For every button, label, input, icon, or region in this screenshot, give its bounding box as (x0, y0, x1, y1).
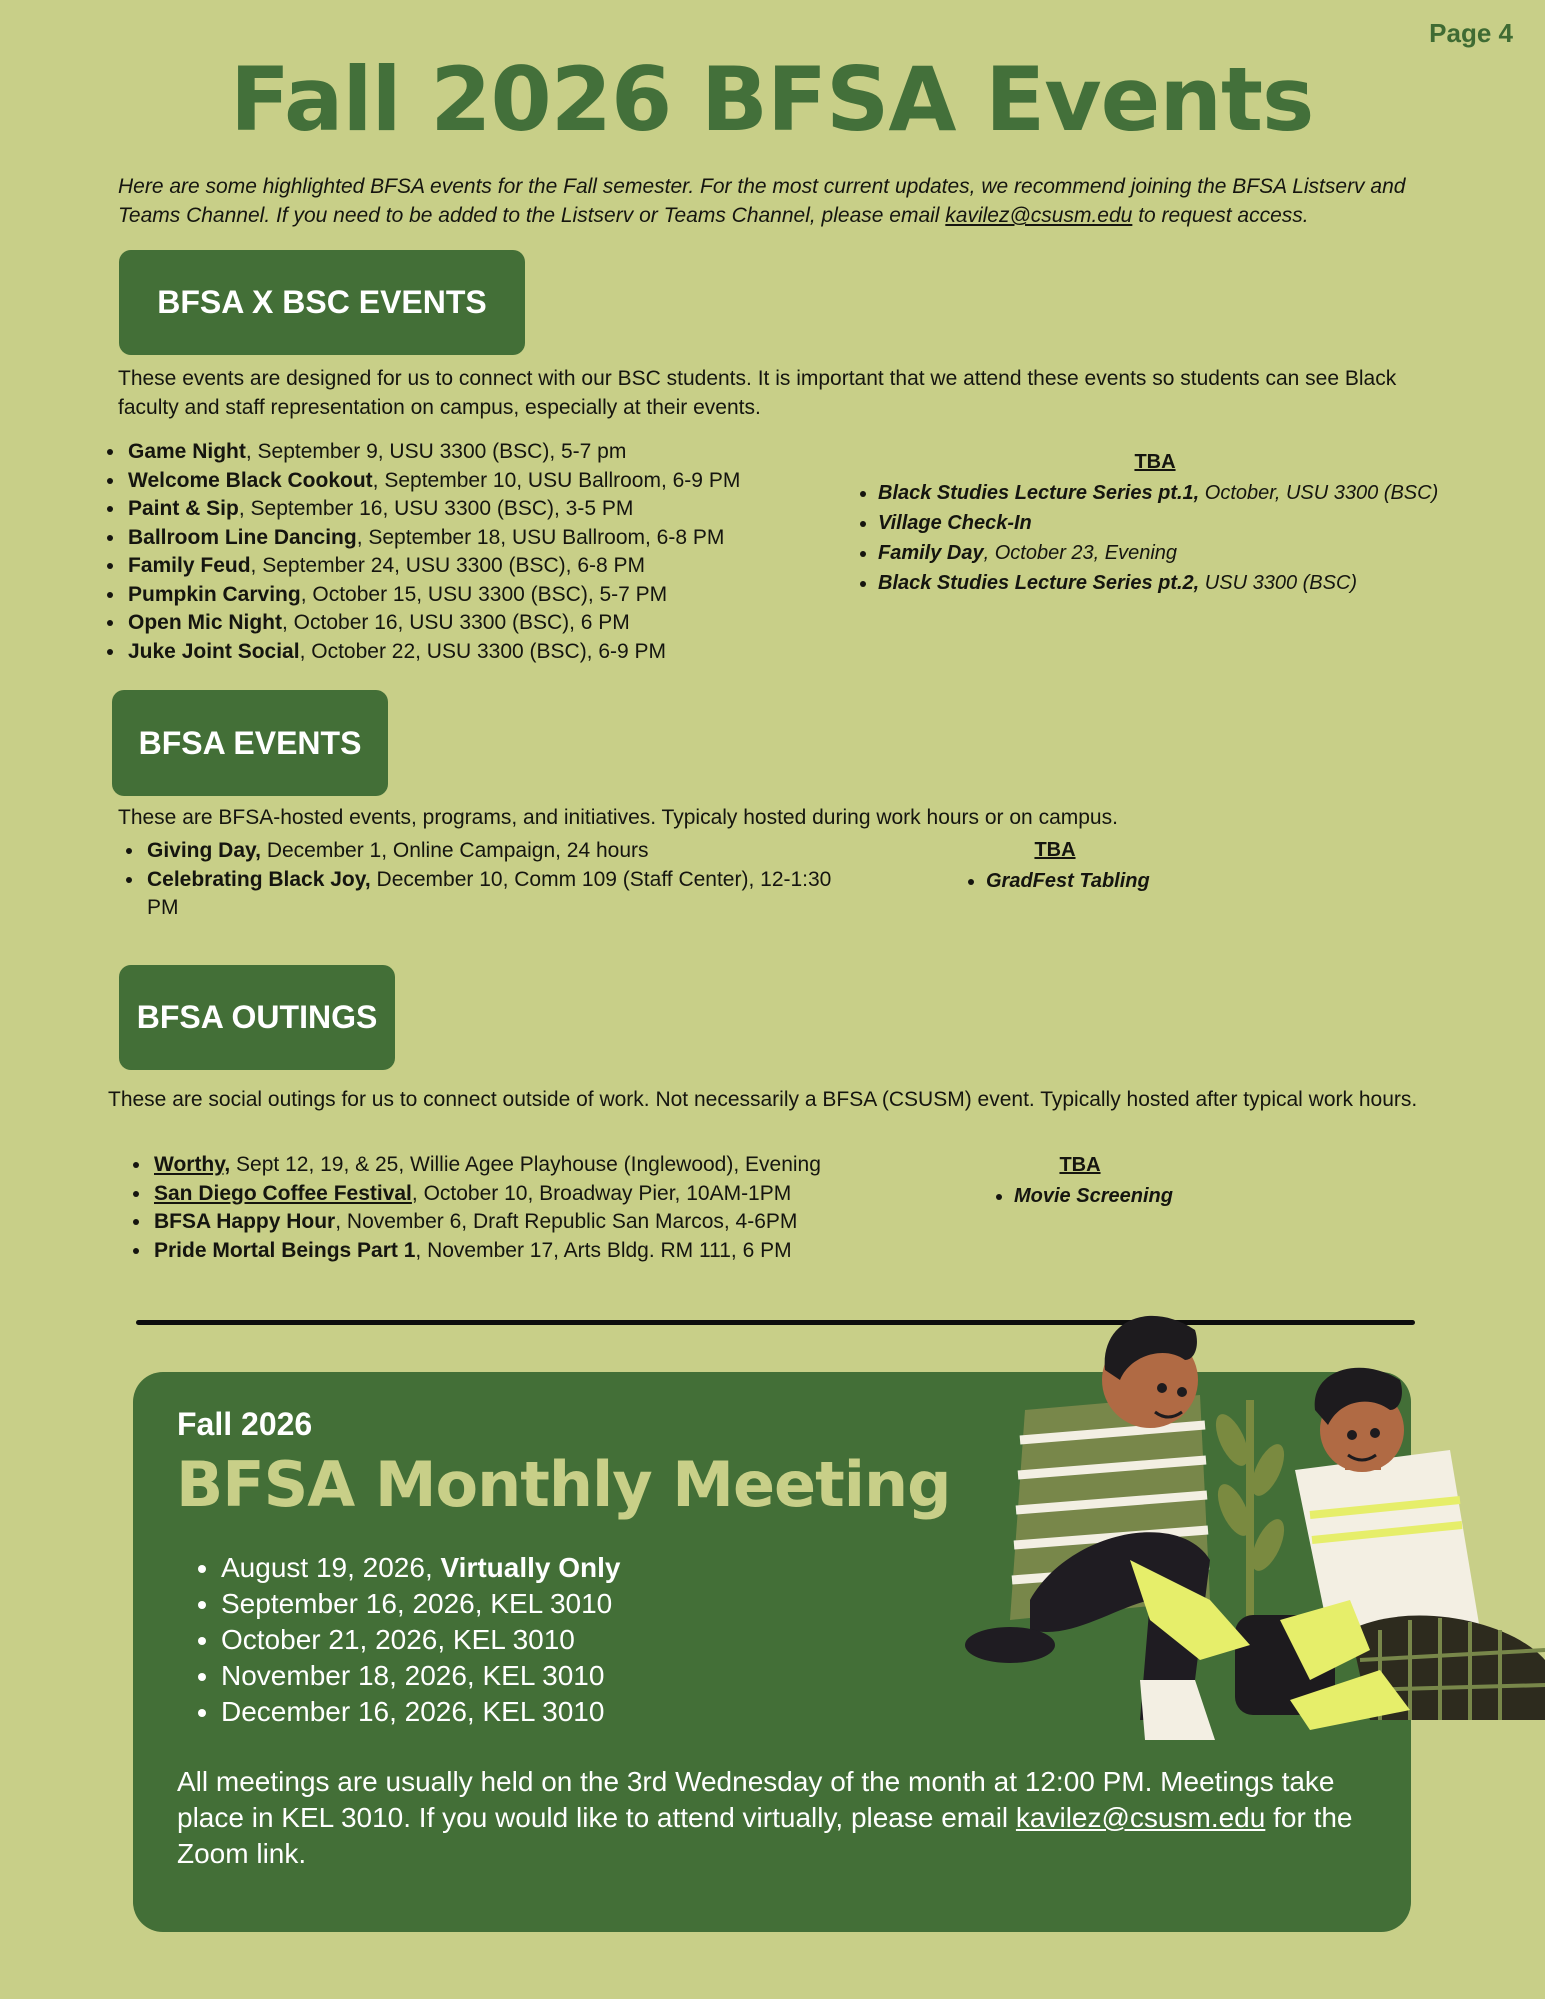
intro-text: Here are some highlighted BFSA events for the Fall semester. For the most current updates, we recommend joining the BFSA Listserv and Teams Channel. If you need to be added to the Listserv or Teams Channel, please email kavilez@csusm.edu to request access. (118, 175, 1406, 227)
contact-email-link[interactable]: kavilez@csusm.edu (945, 204, 1133, 227)
page-number: Page 4 (1429, 18, 1513, 48)
list-item: • Family Feud, September 24, USU 3300 (BSC), 6-8 PM (126, 552, 820, 581)
list-item: • December 16, 2026, KEL 3010 (221, 1694, 877, 1730)
list-item: • September 16, 2026, KEL 3010 (221, 1586, 877, 1622)
bfsa-tba-list (960, 866, 1360, 896)
bsc-tba-list (852, 478, 1512, 598)
list-item: • Game Night, September 9, USU 3300 (BSC), 5-7 pm (126, 438, 820, 467)
bfsa-events-heading: BFSA EVENTS (112, 690, 388, 796)
list-item: • Black Studies Lecture Series pt.2, USU 3300 (BSC) (878, 568, 1512, 598)
list-item: • Welcome Black Cookout, September 10, USU Ballroom, 6-9 PM (126, 467, 820, 496)
list-item: • Ballroom Line Dancing, September 18, USU Ballroom, 6-8 PM (126, 524, 820, 553)
page-title: Fall 2026 BFSA Events (230, 48, 1314, 151)
outings-list (126, 1151, 906, 1265)
list-item: • Movie Screening (1014, 1181, 1388, 1211)
bfsa-event-list (119, 837, 859, 923)
list-item: • Giving Day, December 1, Online Campaign, 24 hours (145, 837, 859, 866)
list-item: • Pumpkin Carving, October 15, USU 3300 (BSC), 5-7 PM (126, 581, 820, 610)
meeting-date-list (177, 1550, 877, 1730)
list-item: • October 21, 2026, KEL 3010 (221, 1622, 877, 1658)
outings-tba-list (988, 1181, 1388, 1211)
list-item: • GradFest Tabling (986, 866, 1360, 896)
two-people-planting-illustration (950, 1300, 1545, 1770)
list-item: • San Diego Coffee Festival, October 10, Broadway Pier, 10AM-1PM (152, 1180, 906, 1209)
bfsa-outings-heading: BFSA OUTINGS (119, 965, 395, 1070)
outings-description: These are social outings for us to connect outside of work. Not necessarily a BFSA (CSUSM) event. Typically hosted after typical work hours. (108, 1088, 1418, 1111)
bsc-tba-heading: TBA (1134, 451, 1176, 473)
meeting-note: All meetings are usually held on the 3rd Wednesday of the month at 12:00 PM. Meetings take place in KEL 3010. If you would like to attend virtually, please email kavilez@csusm.edu for the Zoom link. (177, 1766, 1353, 1869)
list-item: • Open Mic Night, October 16, USU 3300 (BSC), 6 PM (126, 609, 820, 638)
bsc-description: These events are designed for us to connect with our BSC students. It is important that we attend these events so students can see Black faculty and staff representation on campus, especially at their events. (118, 367, 1397, 419)
list-item: • Paint & Sip, September 16, USU 3300 (BSC), 3-5 PM (126, 495, 820, 524)
list-item: • BFSA Happy Hour, November 6, Draft Republic San Marcos, 4-6PM (152, 1208, 906, 1237)
list-item: • Celebrating Black Joy, December 10, Comm 109 (Staff Center), 12-1:30 PM (145, 866, 859, 923)
zoom-email-link[interactable]: kavilez@csusm.edu (1015, 1802, 1266, 1833)
bsc-events-heading: BFSA X BSC EVENTS (119, 250, 525, 355)
bfsa-description: These are BFSA-hosted events, programs, and initiatives. Typicaly hosted during work hours or on campus. (118, 806, 1118, 829)
bsc-event-list (100, 438, 820, 666)
list-item: • Village Check-In (878, 508, 1512, 538)
list-item: • August 19, 2026, Virtually Only (221, 1550, 877, 1586)
bfsa-tba-heading: TBA (1034, 839, 1076, 861)
outings-tba-heading: TBA (1059, 1154, 1101, 1176)
list-item: • Worthy, Sept 12, 19, & 25, Willie Agee Playhouse (Inglewood), Evening (152, 1151, 906, 1180)
meeting-subtitle: Fall 2026 (177, 1406, 313, 1442)
list-item: • Black Studies Lecture Series pt.1, October, USU 3300 (BSC) (878, 478, 1512, 508)
list-item: • Juke Joint Social, October 22, USU 3300 (BSC), 6-9 PM (126, 638, 820, 667)
meeting-title: BFSA Monthly Meeting (176, 1448, 951, 1521)
list-item: • Pride Mortal Beings Part 1, November 17, Arts Bldg. RM 111, 6 PM (152, 1237, 906, 1266)
list-item: • November 18, 2026, KEL 3010 (221, 1658, 877, 1694)
list-item: • Family Day, October 23, Evening (878, 538, 1512, 568)
